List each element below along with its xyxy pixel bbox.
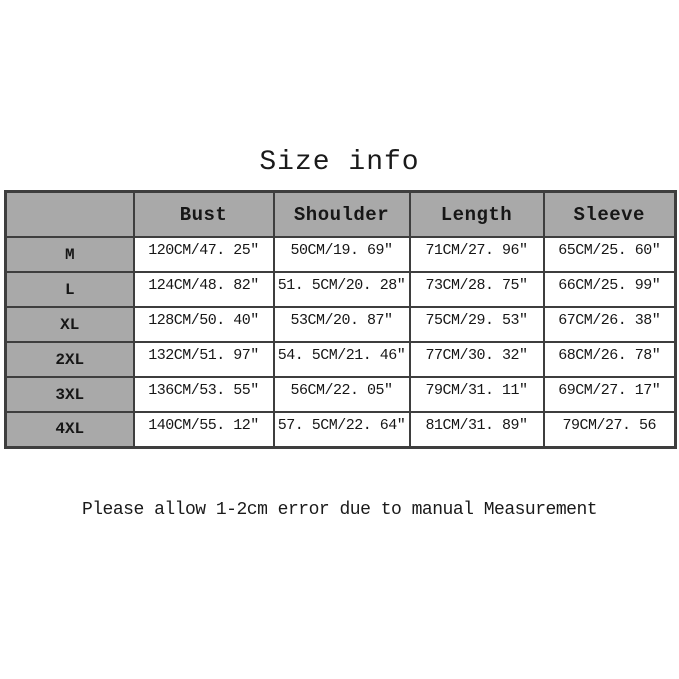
- sleeve-value: 67CM/26. 38": [544, 307, 676, 342]
- size-label: 3XL: [6, 377, 134, 412]
- bust-value: 136CM/53. 55": [134, 377, 274, 412]
- table-row-m: [6, 237, 676, 272]
- shoulder-value: 56CM/22. 05": [274, 377, 410, 412]
- column-header-shoulder: Shoulder: [274, 192, 410, 238]
- length-value: 77CM/30. 32": [410, 342, 544, 377]
- size-label: 4XL: [6, 412, 134, 447]
- length-value: 73CM/28. 75": [410, 272, 544, 307]
- size-label: M: [6, 237, 134, 272]
- shoulder-value: 51. 5CM/20. 28": [274, 272, 410, 307]
- page-title: Size info: [259, 147, 420, 178]
- sleeve-value: 79CM/27. 56: [544, 412, 676, 447]
- table-row-xl: [6, 307, 676, 342]
- shoulder-value: 54. 5CM/21. 46": [274, 342, 410, 377]
- column-header-length: Length: [410, 192, 544, 238]
- table-row-3xl: [6, 377, 676, 412]
- table-header-row: [6, 192, 676, 238]
- size-chart-table: [4, 190, 677, 449]
- bust-value: 124CM/48. 82": [134, 272, 274, 307]
- column-header-sleeve: Sleeve: [544, 192, 676, 238]
- bust-value: 140CM/55. 12": [134, 412, 274, 447]
- length-value: 81CM/31. 89": [410, 412, 544, 447]
- measurement-note: Please allow 1-2cm error due to manual Measurement: [81, 500, 598, 520]
- size-label: 2XL: [6, 342, 134, 377]
- corner-cell: [6, 192, 134, 238]
- shoulder-value: 53CM/20. 87": [274, 307, 410, 342]
- sleeve-value: 66CM/25. 99": [544, 272, 676, 307]
- length-value: 75CM/29. 53": [410, 307, 544, 342]
- table-row-4xl: [6, 412, 676, 447]
- shoulder-value: 50CM/19. 69": [274, 237, 410, 272]
- length-value: 71CM/27. 96": [410, 237, 544, 272]
- sleeve-value: 69CM/27. 17": [544, 377, 676, 412]
- table-row-2xl: [6, 342, 676, 377]
- bust-value: 132CM/51. 97": [134, 342, 274, 377]
- table-row-l: [6, 272, 676, 307]
- bust-value: 128CM/50. 40": [134, 307, 274, 342]
- shoulder-value: 57. 5CM/22. 64": [274, 412, 410, 447]
- column-header-bust: Bust: [134, 192, 274, 238]
- sleeve-value: 65CM/25. 60": [544, 237, 676, 272]
- size-label: L: [6, 272, 134, 307]
- size-label: XL: [6, 307, 134, 342]
- sleeve-value: 68CM/26. 78": [544, 342, 676, 377]
- bust-value: 120CM/47. 25": [134, 237, 274, 272]
- length-value: 79CM/31. 11": [410, 377, 544, 412]
